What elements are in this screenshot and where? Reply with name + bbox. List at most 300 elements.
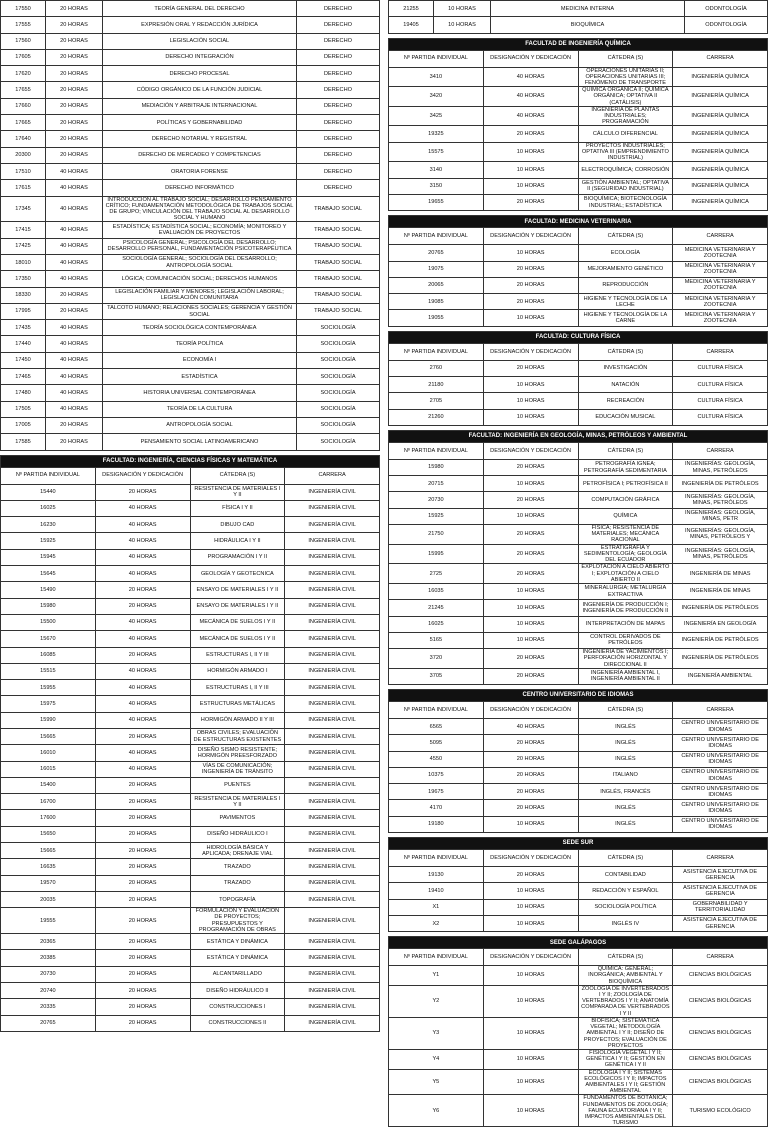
dedicacion-cell: 20 HORAS (483, 784, 578, 800)
catedra-cell: CONSTRUCCIONES II (190, 1015, 285, 1031)
right-column (388, 0, 768, 1127)
catedra-cell: HIDROLOGÍA BÁSICA Y APLICADA; DRENAJE VIAL (190, 843, 285, 859)
partida-cell: 20300 (1, 147, 46, 163)
table-row (1, 647, 380, 663)
catedra-cell: ESTRUCTURAS I, II Y III (190, 680, 285, 696)
catedra-cell: EXPLOTACIÓN A CIELO ABIERTO I; EXPLOTACIÓN A CIELO ABIERTO II (578, 564, 673, 584)
table-row (1, 303, 380, 319)
dedicacion-cell: 40 HORAS (95, 614, 190, 630)
dedicacion-cell: DESIGNACIÓN Y DEDICACIÓN (483, 343, 578, 360)
catedra-cell: SOCIOLOGÍA POLÍTICA (578, 899, 673, 915)
dedicacion-cell: 40 HORAS (46, 254, 103, 270)
carrera-cell: INGENIERÍA EN GEOLOGÍA (673, 616, 768, 632)
carrera-cell: MEDICINA VETERINARIA Y ZOOTECNIA (673, 261, 768, 277)
catedra-cell: HIDRÁULICA I Y II (190, 533, 285, 549)
table-row (389, 564, 768, 584)
carrera-cell: INGENIERÍA QUÍMICA (673, 67, 768, 87)
catedra-cell: CONTROL DERIVADOS DE PETRÓLEOS (578, 632, 673, 648)
table-row (1, 336, 380, 352)
table-header-row (389, 228, 768, 245)
catedra-cell: INGLÉS (578, 800, 673, 816)
dedicacion-cell: 20 HORAS (95, 598, 190, 614)
catedra-cell: QUÍMICA (578, 508, 673, 524)
table-row (389, 1049, 768, 1069)
carrera-cell: INGENIERÍA DE PETRÓLEOS (673, 600, 768, 616)
carrera-cell: DERECHO (297, 180, 380, 196)
carrera-cell: TRABAJO SOCIAL (297, 196, 380, 222)
partida-cell: 17440 (1, 336, 46, 352)
catedra-cell: INTERPRETACIÓN DE MAPAS (578, 616, 673, 632)
partida-cell: 10375 (389, 767, 484, 783)
catedra-cell: POLÍTICAS Y GOBERNABILIDAD (103, 115, 297, 131)
partida-cell: 20765 (1, 1015, 96, 1031)
table-ingenieria (0, 455, 380, 1032)
partida-cell: Nº PARTIDA INDIVIDUAL (389, 949, 484, 966)
carrera-cell: SOCIOLOGÍA (297, 434, 380, 450)
carrera-cell: GOBERNABILIDAD Y TERRITORIALIDAD (673, 899, 768, 915)
carrera-cell: INGENIERÍA CIVIL (285, 810, 380, 826)
catedra-cell: CÁTEDRA (S) (578, 702, 673, 719)
table-row (389, 194, 768, 210)
dedicacion-cell: 10 HORAS (483, 616, 578, 632)
dedicacion-cell: 10 HORAS (483, 966, 578, 986)
catedra-cell: RECREACIÓN (578, 393, 673, 409)
carrera-cell: MEDICINA VETERINARIA Y ZOOTECNIA (673, 310, 768, 326)
carrera-cell: CIENCIAS BIOLÓGICAS (673, 1017, 768, 1049)
catedra-cell: CÁTEDRA (S) (578, 949, 673, 966)
table-row (1, 712, 380, 728)
partida-cell: Y6 (389, 1095, 484, 1127)
dedicacion-cell: 10 HORAS (483, 393, 578, 409)
catedra-cell: TEORÍA DE LA CULTURA (103, 401, 297, 417)
dedicacion-cell: 40 HORAS (483, 719, 578, 735)
carrera-cell: SOCIOLOGÍA (297, 385, 380, 401)
table-row (389, 1, 768, 17)
dedicacion-cell: 20 HORAS (483, 360, 578, 376)
table-row (389, 67, 768, 87)
dedicacion-cell: 10 HORAS (483, 1095, 578, 1127)
catedra-cell: INTRODUCCIÓN AL TRABAJO SOCIAL; DESARROLLO PENSAMIENTO CRÍTICO; FUNDAMENTACIÓN METODOLÓGICA DE TRABAJOS SOCIAL DE GRUPO; VINCULACIÓN DEL TRABAJO SOCIAL AL DESARROLLO SOCIAL Y HUMANO (103, 196, 297, 222)
partida-cell: 19325 (389, 126, 484, 142)
table-row (1, 859, 380, 875)
catedra-cell: NATACIÓN (578, 377, 673, 393)
carrera-cell: MEDICINA VETERINARIA Y ZOOTECNIA (673, 245, 768, 261)
catedra-cell: BIOFÍSICA; SISTEMÁTICA VEGETAL; METODOLOGÍA AMBIENTAL I Y II; DISEÑO DE PROYECTOS; EVALUACIÓN DE PROYECTOS (578, 1017, 673, 1049)
dedicacion-cell: 40 HORAS (46, 369, 103, 385)
partida-cell: X2 (389, 915, 484, 931)
table-section-4 (388, 689, 768, 833)
dedicacion-cell: 10 HORAS (483, 600, 578, 616)
carrera-cell: CENTRO UNIVERSITARIO DE IDIOMAS (673, 800, 768, 816)
dedicacion-cell: 10 HORAS (483, 245, 578, 261)
partida-cell: 19675 (389, 784, 484, 800)
dedicacion-cell: 20 HORAS (95, 934, 190, 950)
catedra-cell: PSICOLOGÍA GENERAL; PSICOLOGÍA DEL DESARROLLO; DESARROLLO PERSONAL, FUNDAMENTACIÓN PSICOTERAPÉUTICA (103, 238, 297, 254)
table-row (389, 632, 768, 648)
carrera-cell: INGENIERÍA CIVIL (285, 950, 380, 966)
carrera-cell: SOCIOLOGÍA (297, 336, 380, 352)
dedicacion-cell: 10 HORAS (483, 409, 578, 425)
partida-cell: 17605 (1, 49, 46, 65)
carrera-cell: INGENIERÍA QUÍMICA (673, 142, 768, 162)
partida-cell: 15670 (1, 631, 96, 647)
partida-cell: 17465 (1, 369, 46, 385)
catedra-cell: REPRODUCCIÓN (578, 277, 673, 293)
catedra-cell: ZOOLOGÍA DE INVERTEBRADOS I Y II; ZOOLOGÍA DE VERTEBRADOS I Y II; ANATOMÍA COMPARADA DE VERTEBRADOS I Y II (578, 985, 673, 1017)
table-row (389, 1017, 768, 1049)
carrera-cell: ASISTENCIA EJECUTIVA DE GERENCIA (673, 883, 768, 899)
section-title: CENTRO UNIVERSITARIO DE IDIOMAS (389, 690, 768, 702)
dedicacion-cell: 40 HORAS (95, 500, 190, 516)
table-row (1, 598, 380, 614)
carrera-cell: DERECHO (297, 49, 380, 65)
dedicacion-cell: 20 HORAS (46, 287, 103, 303)
dedicacion-cell: 10 HORAS (483, 632, 578, 648)
table-row (1, 434, 380, 450)
table-header-row (389, 50, 768, 67)
dedicacion-cell: 20 HORAS (483, 194, 578, 210)
dedicacion-cell: 10 HORAS (434, 17, 491, 33)
table-row (1, 810, 380, 826)
table-header-row (1, 467, 380, 484)
catedra-cell: INVESTIGACIÓN (578, 360, 673, 376)
partida-cell: 17615 (1, 180, 46, 196)
partida-cell: 17435 (1, 320, 46, 336)
carrera-cell: SOCIOLOGÍA (297, 320, 380, 336)
table-row (1, 180, 380, 196)
dedicacion-cell: 20 HORAS (95, 982, 190, 998)
catedra-cell: RESISTENCIA DE MATERIALES I Y II (190, 794, 285, 810)
carrera-cell: INGENIERÍA AMBIENTAL (673, 668, 768, 684)
partida-cell: Nº PARTIDA INDIVIDUAL (389, 702, 484, 719)
dedicacion-cell: 10 HORAS (483, 508, 578, 524)
table-row (389, 616, 768, 632)
dedicacion-cell: 40 HORAS (95, 696, 190, 712)
table-row (389, 245, 768, 261)
table-row (1, 196, 380, 222)
catedra-cell: MINERALURGIA; METALURGIA EXTRACTIVA (578, 583, 673, 599)
carrera-cell: DERECHO (297, 115, 380, 131)
catedra-cell: HORMIGÓN ARMADO I (190, 663, 285, 679)
carrera-cell: CENTRO UNIVERSITARIO DE IDIOMAS (673, 816, 768, 832)
table-row (389, 816, 768, 832)
catedra-cell: HISTORIA UNIVERSAL CONTEMPORÁNEA (103, 385, 297, 401)
carrera-cell: DERECHO (297, 17, 380, 33)
catedra-cell: CÁTEDRA (S) (578, 50, 673, 67)
dedicacion-cell: 40 HORAS (46, 352, 103, 368)
table-row (1, 98, 380, 114)
carrera-cell: ODONTOLOGÍA (685, 1, 768, 17)
catedra-cell: BIOQUÍMICA; BIOTECNOLOGÍA INDUSTRIAL; ESTADÍSTICA (578, 194, 673, 210)
carrera-cell: INGENIERÍA DE PETRÓLEOS (673, 476, 768, 492)
dedicacion-cell: 40 HORAS (46, 180, 103, 196)
table-row (1, 631, 380, 647)
section-title: FACULTAD DE INGENIERÍA QUÍMICA (389, 38, 768, 50)
table-row (1, 254, 380, 270)
carrera-cell: INGENIERÍA DE PETRÓLEOS (673, 649, 768, 669)
partida-cell: 3140 (389, 162, 484, 178)
catedra-cell: DERECHO INFORMÁTICO (103, 180, 297, 196)
carrera-cell: INGENIERÍA CIVIL (285, 859, 380, 875)
partida-cell: 15400 (1, 777, 96, 793)
carrera-cell: INGENIERÍA CIVIL (285, 712, 380, 728)
dedicacion-cell: 20 HORAS (46, 1, 103, 17)
carrera-cell: DERECHO (297, 1, 380, 17)
dedicacion-cell: 10 HORAS (483, 162, 578, 178)
partida-cell: Nº PARTIDA INDIVIDUAL (389, 442, 484, 459)
dedicacion-cell: 10 HORAS (483, 142, 578, 162)
catedra-cell: HORMIGÓN ARMADO II Y III (190, 712, 285, 728)
partida-cell: 3420 (389, 87, 484, 107)
table-row (389, 459, 768, 475)
catedra-cell: HIGIENE Y TECNOLOGÍA DE LA CARNE (578, 310, 673, 326)
carrera-cell: MEDICINA VETERINARIA Y ZOOTECNIA (673, 277, 768, 293)
section-header (389, 38, 768, 50)
catedra-cell: ESTADÍSTICA (103, 369, 297, 385)
table-row (389, 583, 768, 599)
carrera-cell: ASISTENCIA EJECUTIVA DE GERENCIA (673, 915, 768, 931)
dedicacion-cell: 40 HORAS (95, 745, 190, 761)
partida-cell: 21260 (389, 409, 484, 425)
catedra-cell: TEORÍA SOCIOLÓGICA CONTEMPORÁNEA (103, 320, 297, 336)
carrera-cell: CENTRO UNIVERSITARIO DE IDIOMAS (673, 751, 768, 767)
table-row (1, 794, 380, 810)
table-row (389, 261, 768, 277)
partida-cell: 17550 (1, 1, 46, 17)
partida-cell: 4550 (389, 751, 484, 767)
catedra-cell: INGLÉS IV (578, 915, 673, 931)
table-row (1, 517, 380, 533)
catedra-cell: DIBUJO CAD (190, 517, 285, 533)
carrera-cell: DERECHO (297, 131, 380, 147)
carrera-cell: INGENIERÍA CIVIL (285, 517, 380, 533)
dedicacion-cell: 20 HORAS (46, 66, 103, 82)
catedra-cell: DERECHO INTEGRACIÓN (103, 49, 297, 65)
partida-cell: 15650 (1, 826, 96, 842)
catedra-cell: FÍSICA; RESISTENCIA DE MATERIALES; MECÁNICA RACIONAL (578, 525, 673, 545)
partida-cell: 19130 (389, 867, 484, 883)
dedicacion-cell: 20 HORAS (483, 277, 578, 293)
partida-cell: 16015 (1, 761, 96, 777)
table-row (389, 966, 768, 986)
carrera-cell: CARRERA (673, 228, 768, 245)
table-row (1, 582, 380, 598)
table-row (389, 106, 768, 126)
table-row (1, 908, 380, 934)
catedra-cell: MECÁNICA DE SUELOS I Y II (190, 631, 285, 647)
carrera-cell: INGENIERÍAS: GEOLOGÍA, MINAS, PETRÓLEOS Y (673, 525, 768, 545)
dedicacion-cell: 40 HORAS (95, 680, 190, 696)
catedra-cell: OBRAS CIVILES; EVALUACIÓN DE ESTRUCTURAS EXISTENTES (190, 728, 285, 744)
carrera-cell: CIENCIAS BIOLÓGICAS (673, 1049, 768, 1069)
dedicacion-cell: 40 HORAS (46, 320, 103, 336)
catedra-cell: GEOLOGÍA Y GEOTECNICA (190, 566, 285, 582)
section-title: FACULTAD: CULTURA FÍSICA (389, 331, 768, 343)
table-header-row (389, 949, 768, 966)
catedra-cell: INGENIERÍA DE PLANTAS INDUSTRIALES; PROGRAMACIÓN (578, 106, 673, 126)
carrera-cell: DERECHO (297, 33, 380, 49)
carrera-cell: SOCIOLOGÍA (297, 352, 380, 368)
carrera-cell: INGENIERÍAS: GEOLOGÍA, MINAS, PETRÓLEOS (673, 492, 768, 508)
dedicacion-cell: 10 HORAS (483, 1069, 578, 1095)
carrera-cell: INGENIERÍA CIVIL (285, 794, 380, 810)
table-row (1, 484, 380, 500)
table-section-1 (388, 215, 768, 326)
partida-cell: Nº PARTIDA INDIVIDUAL (389, 50, 484, 67)
carrera-cell: INGENIERÍA CIVIL (285, 549, 380, 565)
carrera-cell: CIENCIAS BIOLÓGICAS (673, 966, 768, 986)
dedicacion-cell: 20 HORAS (95, 1015, 190, 1031)
catedra-cell: DERECHO DE MERCADEO Y COMPETENCIAS (103, 147, 297, 163)
catedra-cell: DISEÑO HIDRÁULICO II (190, 982, 285, 998)
dedicacion-cell: 20 HORAS (483, 800, 578, 816)
partida-cell: 17350 (1, 271, 46, 287)
dedicacion-cell: 20 HORAS (46, 17, 103, 33)
partida-cell: 15665 (1, 843, 96, 859)
table-row (389, 600, 768, 616)
catedra-cell: ITALIANO (578, 767, 673, 783)
partida-cell: 3705 (389, 668, 484, 684)
carrera-cell: INGENIERÍA CIVIL (285, 598, 380, 614)
dedicacion-cell: 20 HORAS (95, 777, 190, 793)
table-row (1, 500, 380, 516)
partida-cell: 21750 (389, 525, 484, 545)
partida-cell: 15975 (1, 696, 96, 712)
carrera-cell: TRABAJO SOCIAL (297, 254, 380, 270)
carrera-cell: INGENIERÍA CIVIL (285, 777, 380, 793)
catedra-cell: GESTIÓN AMBIENTAL; OPTATIVA II (SEGURIDAD INDUSTRIAL) (578, 178, 673, 194)
catedra-cell: ESTRUCTURAS METÁLICAS (190, 696, 285, 712)
catedra-cell: FISIOLOGÍA VEGETAL I Y II; GENÉTICA I Y II; GESTIÓN EN GENÉTICA I Y II (578, 1049, 673, 1069)
catedra-cell: TALCOTO HUMANO; RELACIONES SOCIALES; GERENCIA Y GESTIÓN SOCIAL (103, 303, 297, 319)
catedra-cell: ENSAYO DE MATERIALES I Y II (190, 598, 285, 614)
carrera-cell: INGENIERÍA CIVIL (285, 761, 380, 777)
partida-cell: 19555 (1, 908, 96, 934)
section-header (389, 690, 768, 702)
catedra-cell: INGLÉS, FRANCÉS (578, 784, 673, 800)
dedicacion-cell: 20 HORAS (483, 544, 578, 564)
carrera-cell: CARRERA (673, 343, 768, 360)
table-row (1, 385, 380, 401)
catedra-cell: CÁLCULO DIFERENCIAL (578, 126, 673, 142)
partida-cell: 21255 (389, 1, 434, 17)
partida-cell: 6565 (389, 719, 484, 735)
carrera-cell: INGENIERÍAS: GEOLOGÍA, MINAS, PETRÓLEOS (673, 459, 768, 475)
dedicacion-cell: 20 HORAS (483, 767, 578, 783)
dedicacion-cell: 40 HORAS (483, 67, 578, 87)
table-row (1, 115, 380, 131)
partida-cell: Nº PARTIDA INDIVIDUAL (389, 343, 484, 360)
partida-cell: 19410 (389, 883, 484, 899)
catedra-cell: COMPUTACIÓN GRÁFICA (578, 492, 673, 508)
carrera-cell: TRABAJO SOCIAL (297, 222, 380, 238)
partida-cell: 16230 (1, 517, 96, 533)
catedra-cell: ECOLOGÍA I Y II; SISTEMAS ECOLÓGICOS I Y II; IMPACTOS AMBIENTALES I Y II; GESTIÓN AMBIENTAL (578, 1069, 673, 1095)
carrera-cell: INGENIERÍA CIVIL (285, 484, 380, 500)
catedra-cell: DISEÑO HIDRÁULICO I (190, 826, 285, 842)
table-row (1, 663, 380, 679)
dedicacion-cell: 40 HORAS (46, 238, 103, 254)
table-row (389, 142, 768, 162)
dedicacion-cell: 40 HORAS (46, 222, 103, 238)
carrera-cell: CARRERA (673, 949, 768, 966)
dedicacion-cell: 40 HORAS (95, 549, 190, 565)
partida-cell: 17665 (1, 115, 46, 131)
dedicacion-cell: 20 HORAS (46, 303, 103, 319)
dedicacion-cell: 20 HORAS (95, 647, 190, 663)
partida-cell: 15955 (1, 680, 96, 696)
carrera-cell: CARRERA (673, 442, 768, 459)
partida-cell: 21245 (389, 600, 484, 616)
catedra-cell: ANTROPOLOGÍA SOCIAL (103, 417, 297, 433)
table-row (389, 668, 768, 684)
dedicacion-cell: 20 HORAS (95, 484, 190, 500)
partida-cell: 15575 (389, 142, 484, 162)
carrera-cell: CENTRO UNIVERSITARIO DE IDIOMAS (673, 719, 768, 735)
table-row (389, 17, 768, 33)
carrera-cell: DERECHO (297, 66, 380, 82)
section-header (389, 838, 768, 850)
table-row (389, 178, 768, 194)
dedicacion-cell: 20 HORAS (95, 891, 190, 907)
dedicacion-cell: 20 HORAS (483, 751, 578, 767)
dedicacion-cell: 40 HORAS (95, 566, 190, 582)
carrera-cell: DERECHO (297, 147, 380, 163)
dedicacion-cell: 20 HORAS (46, 115, 103, 131)
catedra-cell: PAVIMENTOS (190, 810, 285, 826)
catedra-cell: ESTRUCTURAS I, II Y III (190, 647, 285, 663)
catedra-cell: PROYECTOS INDUSTRIALES; OPTATIVA III (EMPRENDIMIENTO INDUSTRIAL) (578, 142, 673, 162)
dedicacion-cell: 20 HORAS (46, 147, 103, 163)
catedra-cell: EDUCACIÓN MUSICAL (578, 409, 673, 425)
table-row (1, 875, 380, 891)
table-row (1, 680, 380, 696)
table-row (389, 649, 768, 669)
partida-cell: 5165 (389, 632, 484, 648)
table-row (1, 966, 380, 982)
partida-cell: 3425 (389, 106, 484, 126)
dedicacion-cell: 20 HORAS (46, 131, 103, 147)
catedra-cell: BIOQUÍMICA (491, 17, 685, 33)
table-row (389, 1095, 768, 1127)
carrera-cell: CIENCIAS BIOLÓGICAS (673, 985, 768, 1017)
partida-cell: 2725 (389, 564, 484, 584)
carrera-cell: INGENIERÍA CIVIL (285, 614, 380, 630)
partida-cell: 19180 (389, 816, 484, 832)
carrera-cell: DERECHO (297, 98, 380, 114)
carrera-cell: DERECHO (297, 163, 380, 179)
table-row (1, 17, 380, 33)
catedra-cell: CÓDIGO ORGÁNICO DE LA FUNCIÓN JUDICIAL (103, 82, 297, 98)
partida-cell: 3150 (389, 178, 484, 194)
dedicacion-cell: 20 HORAS (46, 98, 103, 114)
catedra-cell: CONTABILIDAD (578, 867, 673, 883)
partida-cell: 20730 (389, 492, 484, 508)
table-row (389, 277, 768, 293)
table-row (1, 320, 380, 336)
partida-cell: 16635 (1, 859, 96, 875)
partida-cell: 15945 (1, 549, 96, 565)
dedicacion-cell: 20 HORAS (483, 525, 578, 545)
table-row (1, 369, 380, 385)
partida-cell: 21180 (389, 377, 484, 393)
table-row (389, 409, 768, 425)
dedicacion-cell: 20 HORAS (46, 33, 103, 49)
partida-cell: 15490 (1, 582, 96, 598)
partida-cell: 17505 (1, 401, 46, 417)
catedra-cell: QUÍMICA: GENERAL; INORGÁNICA; AMBIENTAL Y BIOQUÍMICA (578, 966, 673, 986)
carrera-cell: INGENIERÍA QUÍMICA (673, 178, 768, 194)
